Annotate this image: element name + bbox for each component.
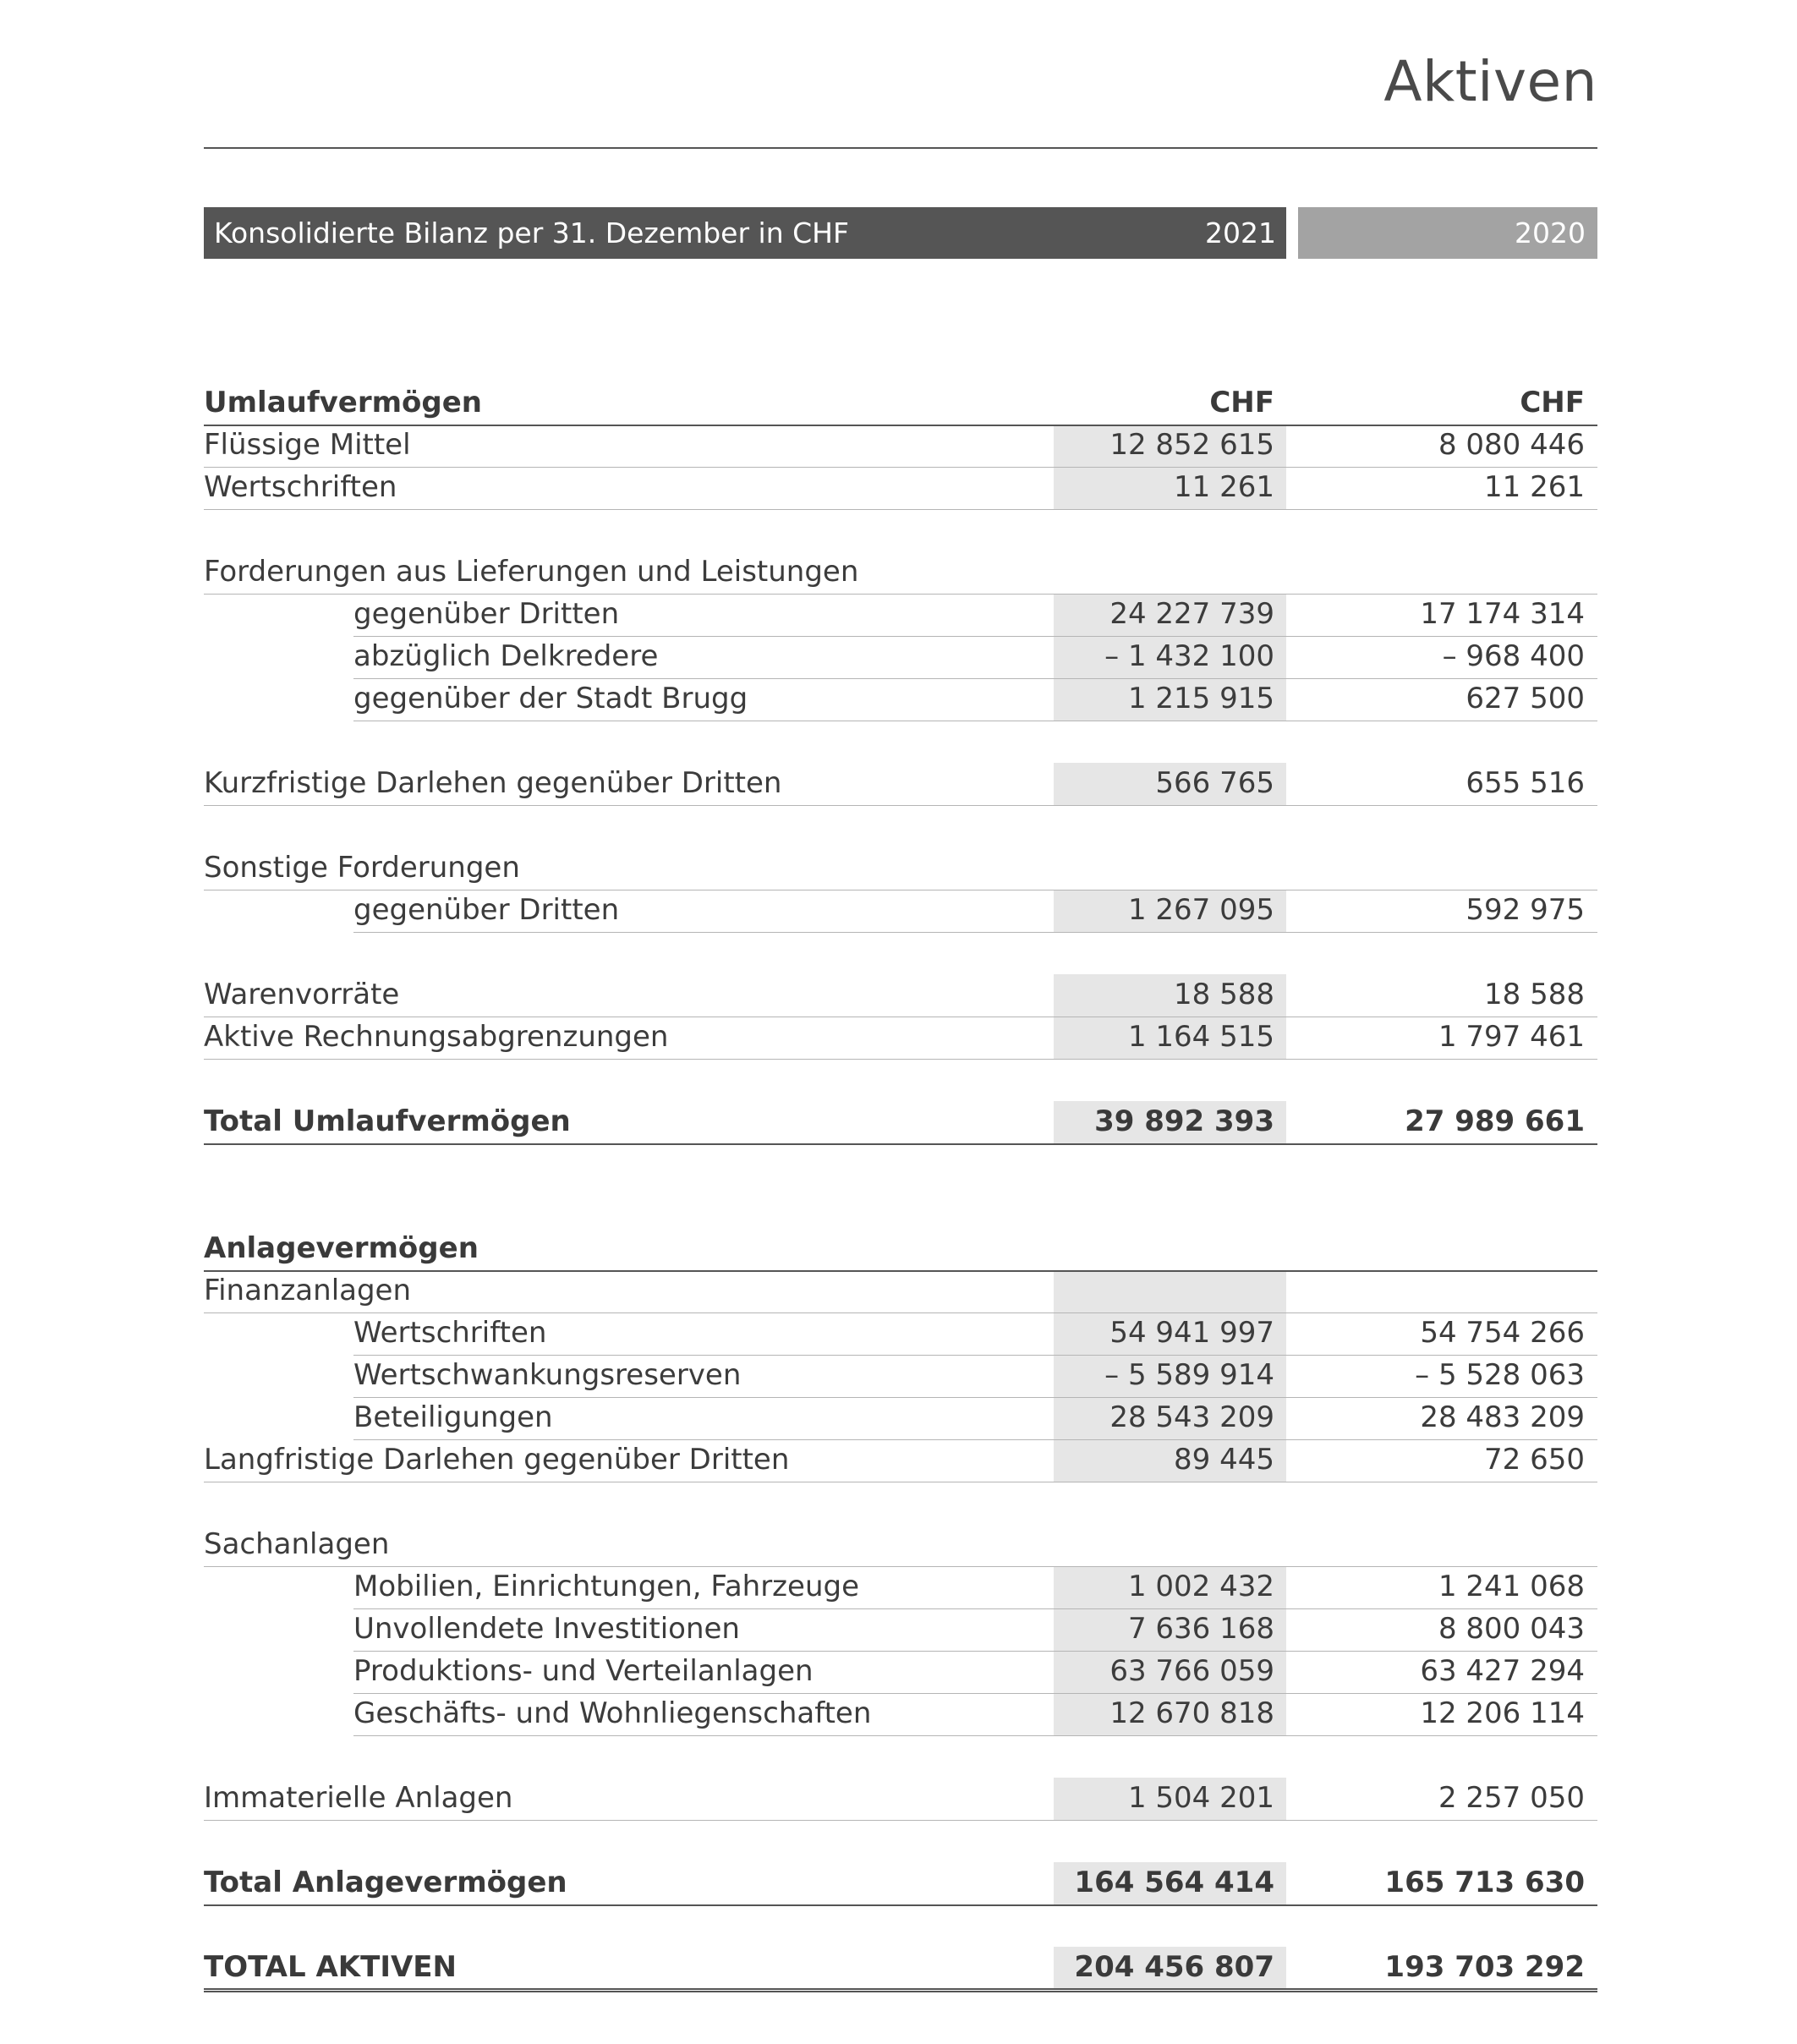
row-rule [353,932,1597,933]
table-caption-bar [204,207,1286,259]
currency-2021: CHF [1209,386,1274,419]
table-row: Langfristige Darlehen gegenüber Dritten 89 445 72 650 [204,1443,1585,1477]
section-heading: Anlagevermögen [204,1231,479,1265]
table-row: Wertschriften 54 941 997 54 754 266 [353,1316,1585,1350]
total-rule [204,1904,1597,1906]
currency-2020: CHF [1520,386,1585,419]
table-row: abzüglich Delkredere – 1 432 100 – 968 400 [353,639,1585,673]
row-rule [204,509,1597,510]
section-heading: Umlaufvermögen [204,386,483,419]
page-title: Aktiven [1383,49,1597,114]
table-row: Finanzanlagen [204,1274,412,1307]
table-row: gegenüber Dritten 1 267 095 592 975 [353,893,1585,927]
table-row: Unvollendete Investitionen 7 636 168 8 800 043 [353,1612,1585,1646]
grand-total-row: TOTAL AKTIVEN 204 456 807 193 703 292 [204,1950,1585,1984]
table-row: Forderungen aus Lieferungen und Leistungen [204,555,859,589]
grand-total-double-rule [204,1988,1597,1992]
row-rule [204,1059,1597,1060]
year-previous-bar [1298,207,1597,259]
table-row: gegenüber der Stadt Brugg 1 215 915 627 500 [353,682,1585,715]
table-caption: Konsolidierte Bilanz per 31. Dezember in CHF [214,216,849,249]
table-row: Aktive Rechnungsabgrenzungen 1 164 515 1 797 461 [204,1020,1585,1054]
table-row: Flüssige Mittel 12 852 615 8 080 446 [204,428,1585,462]
table-row: Warenvorräte 18 588 18 588 [204,978,1585,1011]
table-row: Produktions- und Verteilanlagen 63 766 059 63 427 294 [353,1654,1585,1688]
table-row: Beteiligungen 28 543 209 28 483 209 [353,1400,1585,1434]
total-row-current-assets: Total Umlaufvermögen 39 892 393 27 989 661 [204,1104,1585,1138]
table-row: Geschäfts- und Wohnliegenschaften 12 670 818 12 206 114 [353,1696,1585,1730]
row-rule [204,805,1597,806]
table-row: Wertschriften 11 261 11 261 [204,470,1585,504]
title-divider [204,147,1597,149]
year-previous: 2020 [1515,216,1586,249]
table-row: Sonstige Forderungen [204,851,520,885]
table-row: Kurzfristige Darlehen gegenüber Dritten 566 765 655 516 [204,766,1585,800]
row-rule [204,1820,1597,1821]
section-header-fixed-assets [204,1228,1597,1270]
table-row: Immaterielle Anlagen 1 504 201 2 257 050 [204,1781,1585,1815]
row-rule [353,1735,1597,1736]
table-row: Wertschwankungsreserven – 5 589 914 – 5 528 063 [353,1358,1585,1392]
year-current: 2021 [1205,216,1276,249]
total-rule [204,1143,1597,1145]
table-row: Mobilien, Einrichtungen, Fahrzeuge 1 002 432 1 241 068 [353,1570,1585,1603]
section-header-current-assets [204,382,1597,425]
total-row-fixed-assets: Total Anlagevermögen 164 564 414 165 713 630 [204,1866,1585,1899]
table-row: gegenüber Dritten 24 227 739 17 174 314 [353,597,1585,631]
table-row: Sachanlagen [204,1527,390,1561]
